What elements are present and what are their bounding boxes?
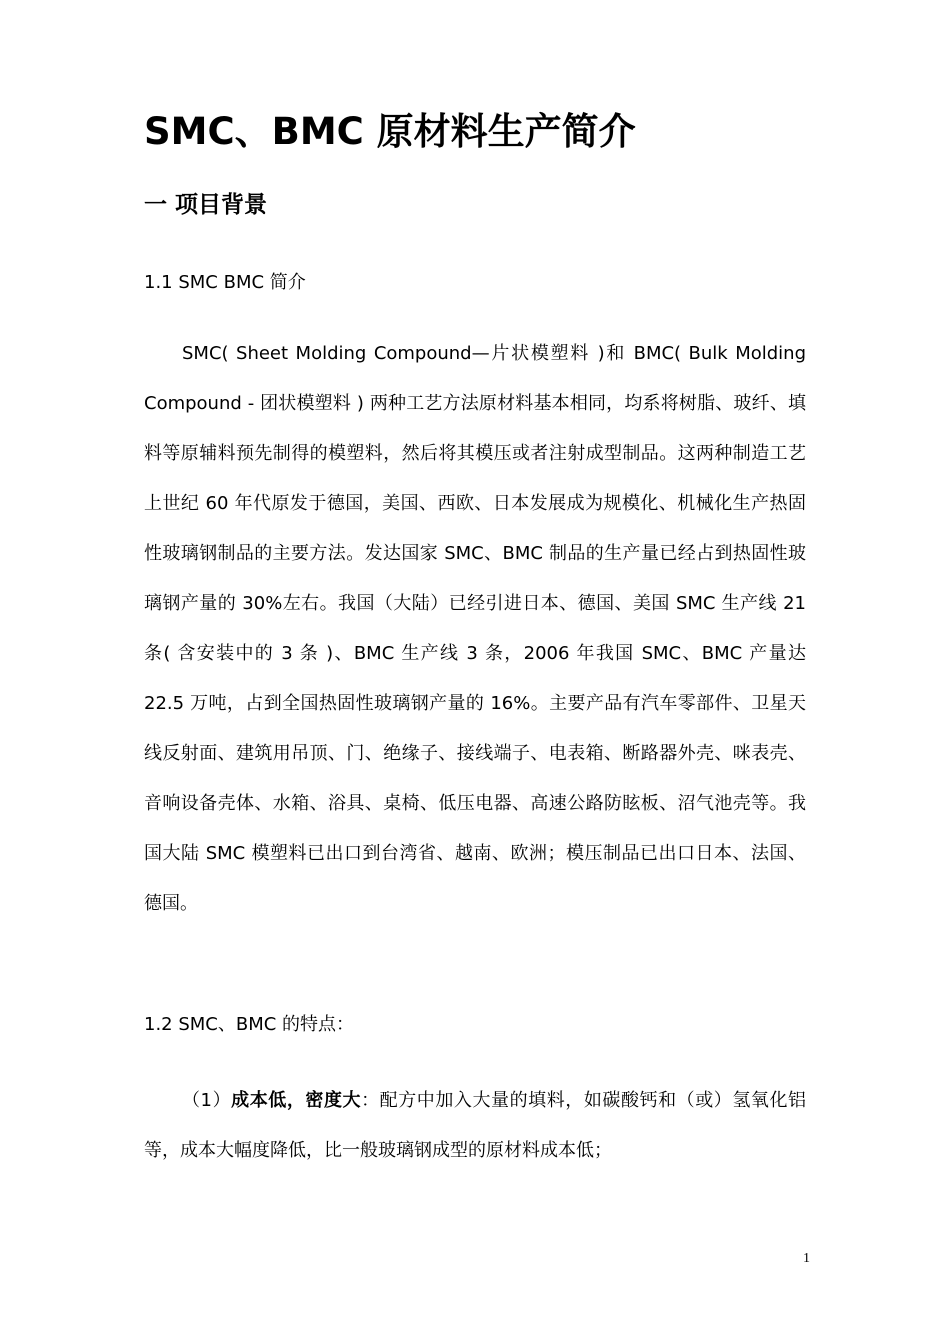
feature-1-number: （1） (182, 1090, 232, 1111)
paragraph-feature-1 (144, 1076, 806, 1176)
page-number: 1 (803, 1251, 810, 1266)
subsection-heading-smc-bmc-intro: 1.1 SMC BMC 简介 (144, 272, 306, 293)
feature-1-text: ：配方中加入大量的填料，如碳酸钙和（或）氢氧化铝等，成本大幅度降低，比一般玻璃钢成型的原材料成本低； (144, 1090, 807, 1161)
section-heading-project-background: 一 项目背景 (144, 192, 268, 218)
subsection-heading-features: 1.2 SMC、BMC 的特点： (144, 1014, 355, 1035)
paragraph-smc-bmc-intro: SMC( Sheet Molding Compound—片状模塑料 )和 BMC( Bulk Molding Compound - 团状模塑料 ) 两种工艺方法原材料基本相同，均系将树脂、玻纤、填料等原辅料预先制得的模塑料，然后将其模压或者注射成型制品。这两种制造工艺上世纪 60 年代原发于德国，美国、西欧、日本发展成为规模化、机械化生产热固性玻璃钢制品的主要方法。发达国家 SMC、BMC 制品的生产量已经占到热固性玻璃钢产量的 30%左右。我国（大陆）已经引进日本、德国、美国 SMC 生产线 21 条( 含安装中的 3 条 )、BMC 生产线 3 条，2006 年我国 SMC、BMC 产量达 22.5 万吨，占到全国热固性玻璃钢产量的 16%。主要产品有汽车零部件、卫星天线反射面、建筑用吊顶、门、绝缘子、接线端子、电表箱、断路器外壳、咪表壳、音响设备壳体、水箱、浴具、桌椅、低压电器、高速公路防眩板、沼气池壳等。我国大陆 SMC 模塑料已出口到台湾省、越南、欧洲；模压制品已出口日本、法国、德国。 (144, 343, 806, 914)
document-title: SMC、BMC 原材料生产简介 (144, 110, 636, 153)
feature-1-term: 成本低，密度大 (231, 1090, 362, 1111)
